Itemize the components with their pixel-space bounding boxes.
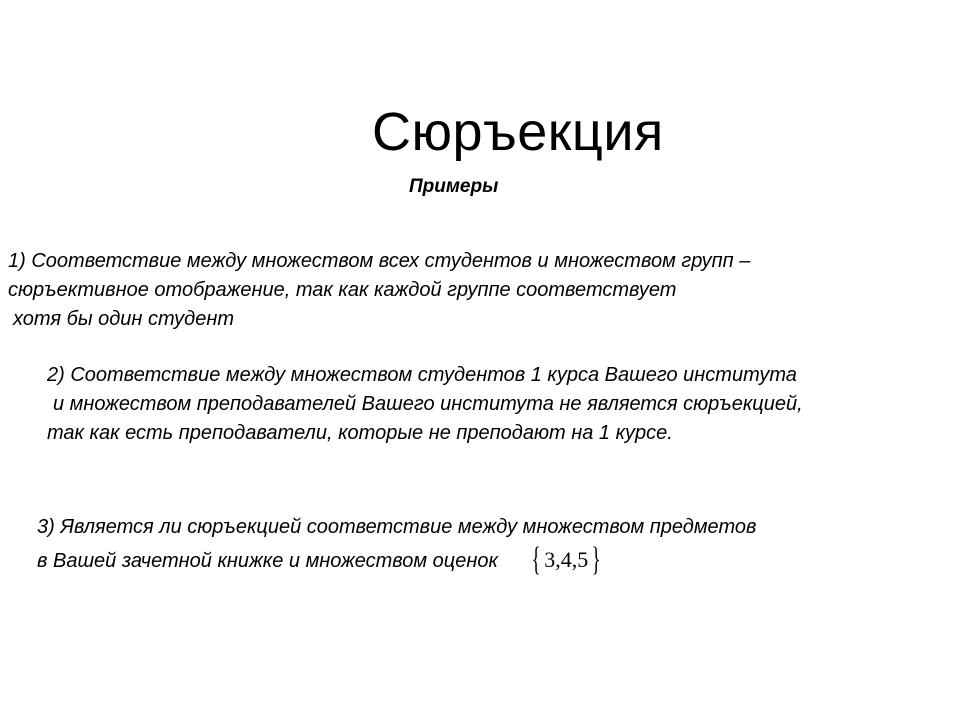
- example-1-line-1: 1) Соответствие между множеством всех студентов и множеством групп –: [8, 250, 751, 272]
- example-3-line-2-text: в Вашей зачетной книжке и множеством оценок: [37, 550, 498, 572]
- example-1: [8, 247, 750, 334]
- example-3: [37, 513, 757, 578]
- example-2-line-1: 2) Соответствие между множеством студентов 1 курса Вашего института: [47, 364, 797, 386]
- example-1-line-3: хотя бы один студент: [13, 308, 235, 330]
- example-2-line-2: и множеством преподавателей Вашего института не является сюръекцией,: [53, 393, 803, 415]
- example-2-line-3: так как есть преподаватели, которые не преподают на 1 курсе.: [47, 422, 673, 444]
- example-3-line-1: 3) Является ли сюръекцией соответствие между множеством предметов: [37, 516, 757, 538]
- example-2: [47, 361, 803, 448]
- grade-set: [528, 541, 605, 578]
- set-close-brace: }: [591, 541, 601, 578]
- example-3-line-2: [37, 541, 756, 578]
- example-1-line-2: сюръективное отображение, так как каждой группе соответствует: [8, 279, 677, 301]
- slide-title: Сюръекция: [372, 102, 664, 162]
- set-values: 3,4,5: [544, 547, 589, 572]
- set-open-brace: {: [531, 541, 541, 578]
- slide-subtitle: Примеры: [409, 176, 499, 197]
